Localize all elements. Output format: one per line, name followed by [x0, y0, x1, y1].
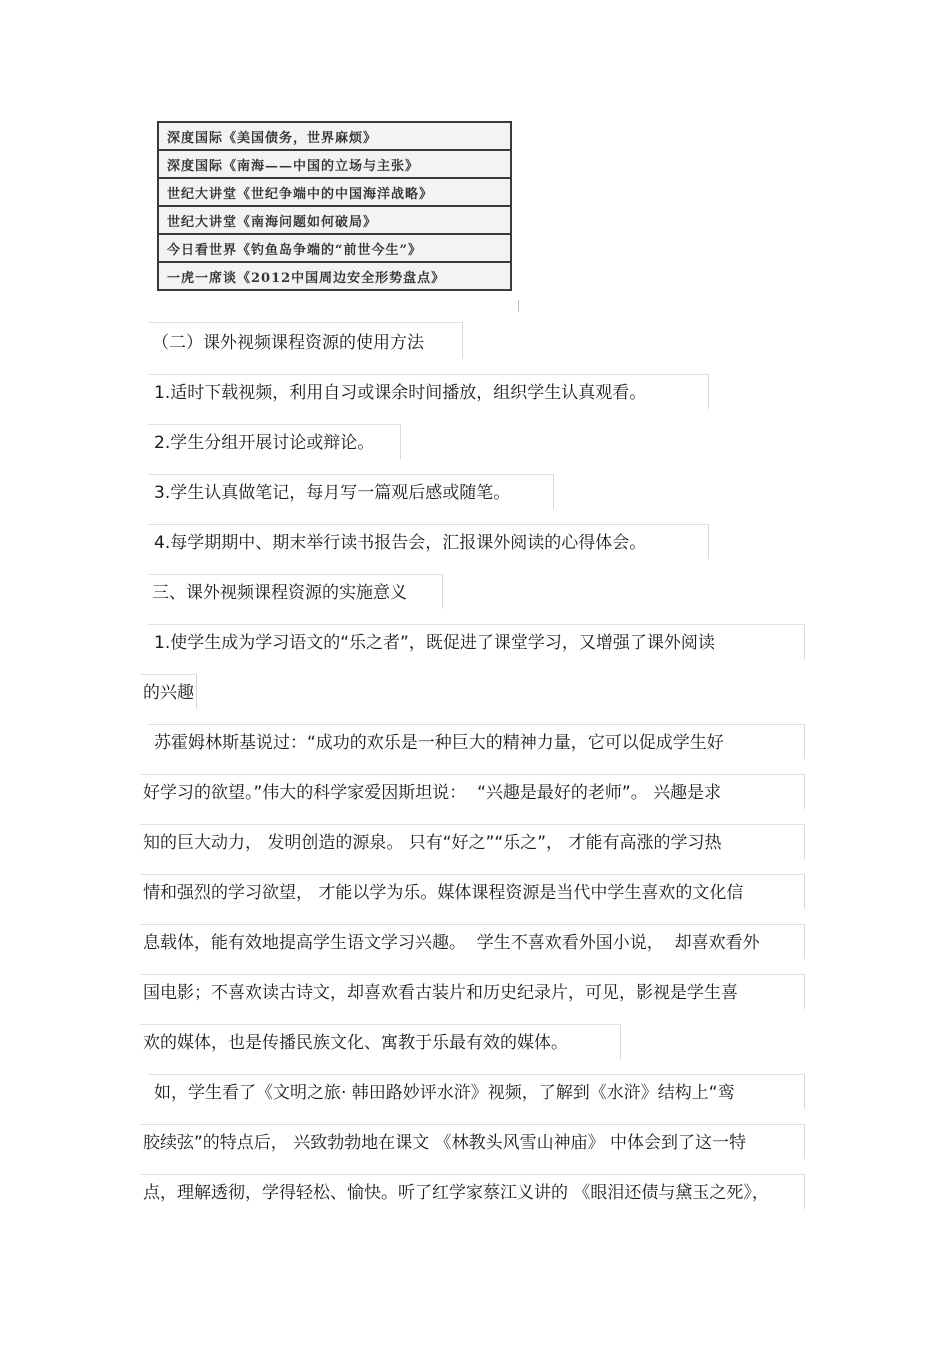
- paragraph-line: 1.使学生成为学习语文的“乐之者”，既促进了课堂学习，又增强了课外阅读: [154, 633, 715, 653]
- paragraph-line: 如，学生看了《文明之旅· 韩田路妙评水浒》视频，了解到《水浒》结构上“鸾: [154, 1083, 735, 1103]
- paragraph-line: 胶续弦”的特点后， 兴致勃勃地在课文 《林教头风雪山神庙》 中体会到了这一特: [143, 1133, 747, 1153]
- table-row: 深度国际《南海——中国的立场与主张》: [159, 151, 510, 179]
- table-row: 一虎一席谈《2012中国周边安全形势盘点》: [167, 270, 446, 286]
- paragraph-line: 息载体，能有效地提高学生语文学习兴趣。 学生不喜欢看外国小说， 却喜欢看外: [143, 933, 760, 953]
- paragraph-line: 好学习的欲望。”伟大的科学家爱因斯坦说： “兴趣是最好的老师”。 兴趣是求: [143, 783, 722, 803]
- paragraph-line: 点，理解透彻，学得轻松、愉快。听了红学家蔡江义讲的 《眼泪还债与黛玉之死》，: [143, 1183, 769, 1203]
- program-table: [157, 121, 512, 291]
- paragraph-line: 国电影；不喜欢读古诗文，却喜欢看古装片和历史纪录片，可见，影视是学生喜: [143, 983, 738, 1003]
- list-item: 3.学生认真做笔记，每月写一篇观后感或随笔。: [154, 483, 511, 503]
- paragraph-line: 知的巨大动力， 发明创造的源泉。 只有“好之”“乐之”， 才能有高涨的学习热: [143, 833, 722, 853]
- section-heading: （二）课外视频课程资源的使用方法: [152, 333, 424, 353]
- table-row: 世纪大讲堂《南海问题如何破局》: [159, 207, 510, 235]
- section-heading: 三、课外视频课程资源的实施意义: [152, 583, 407, 603]
- divider: [518, 300, 519, 312]
- paragraph-line: 的兴趣: [143, 683, 194, 703]
- list-item: 4.每学期期中、期末举行读书报告会，汇报课外阅读的心得体会。: [154, 533, 647, 553]
- paragraph-line: 欢的媒体，也是传播民族文化、寓教于乐最有效的媒体。: [143, 1033, 568, 1053]
- paragraph-line: 情和强烈的学习欲望， 才能以学为乐。媒体课程资源是当代中学生喜欢的文化信: [143, 883, 744, 903]
- table-row: 深度国际《美国债务，世界麻烦》: [159, 123, 510, 151]
- list-item: 1.适时下载视频，利用自习或课余时间播放，组织学生认真观看。: [154, 383, 647, 403]
- list-item: 2.学生分组开展讨论或辩论。: [154, 433, 375, 453]
- paragraph-line: 苏霍姆林斯基说过：“成功的欢乐是一种巨大的精神力量，它可以促成学生好: [154, 733, 724, 753]
- table-row: 世纪大讲堂《世纪争端中的中国海洋战略》: [159, 179, 510, 207]
- table-row: 今日看世界《钓鱼岛争端的“前世今生”》: [159, 235, 510, 263]
